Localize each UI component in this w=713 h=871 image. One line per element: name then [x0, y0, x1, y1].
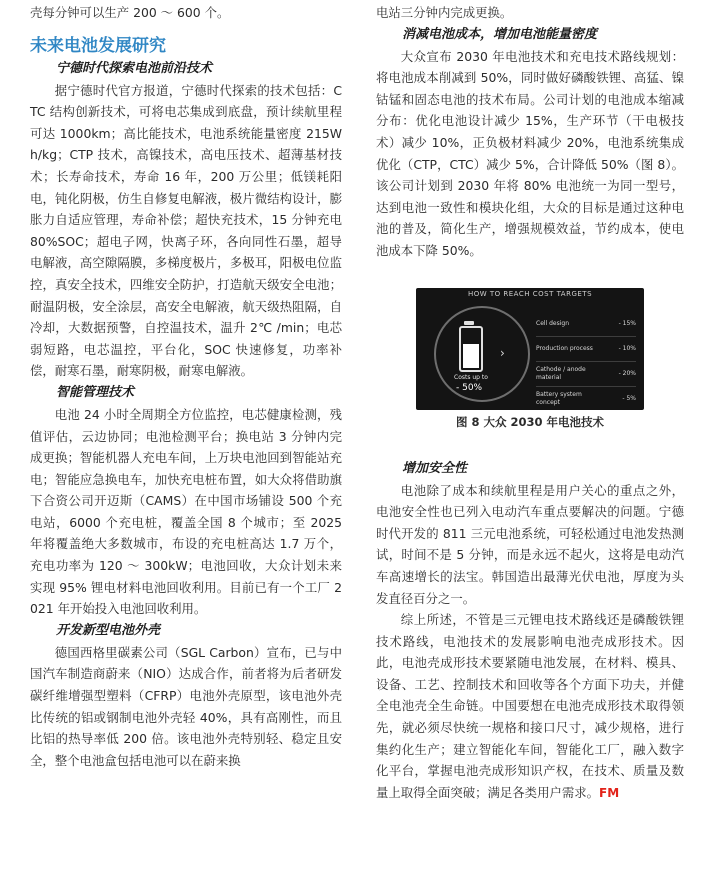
paragraph-cost-reduction: 大众宣布 2030 年电池技术和充电技术路线规划：将电池成本削减到 50%，同时做好磷酸铁锂、高猛、镍钴锰和固态电池的技术布局。公司计划的电池成本缩减分布：优化电池设计减少 15%，生产环节（干电极技术）减少 10%，正负极材料减少 20%，电池系统集成优化（CTP，CTC）减少 5%，合计降低 50%（图 8）。该公司计划到 2030 年将 80% 电池统一为同一型号，达到电池一致性和模块化组，大众的目标是通过这种电池的普及，简化生产，增强规模效益，节约成本，使电池成本下降 50%。 — [376, 48, 684, 258]
subheading-catl-tech: 宁德时代探索电池前沿技术 — [56, 60, 213, 76]
paragraph-smart-management: 电池 24 小时全周期全方位监控，电芯健康检测，残值评估，云边协同；电池检测平台；换电站 3 分钟内完成更换；智能机器人充电车间，上万块电池回到智能站充电；智能应急换电车，加快充电桩布置，如大众将借助旗下合资公司开迈斯（CAMS）在中国市场铺设 500 个充电站，6000 个充电桩，覆盖全国 8 个城市；至 2025 年将覆盖绝大多数城市，布设的充电桩高达 1.7 万个，充电功率为 120 ～ 300kW；电池回收，大众计划未来实现 95% 锂电材料电池回收利用。目前已有一个工厂 2021 年开始投入电池回收利用。 — [30, 406, 342, 617]
battery-fill — [463, 344, 479, 367]
fm-logo: FM — [599, 785, 620, 800]
continued-text: 电站三分钟内完成更换。 — [376, 5, 513, 20]
left-column — [30, 0, 342, 771]
cost-item: Cell design - 15% — [536, 312, 636, 337]
battery-cap — [464, 321, 474, 325]
cost-item: Production process - 10% — [536, 337, 636, 362]
continued-text: 壳每分钟可以生产 200 ～ 600 个。 — [30, 5, 230, 20]
costs-label: Costs up to — [454, 373, 488, 381]
battery-icon — [459, 326, 483, 372]
figure-caption: 图 8 大众 2030 年电池技术 — [455, 414, 605, 429]
subheading-safety: 增加安全性 — [402, 460, 468, 476]
cost-item: Cathode / anode material - 20% — [536, 362, 636, 387]
paragraph-catl-tech: 据宁德时代官方报道，宁德时代探索的技术包括：CTC 结构创新技术，可将电芯集成到底盘，预计续航里程可达 1000km；高比能技术，电池系统能量密度 215Wh/kg；CTP 技术，高镍技术，高电压技术、超薄基材技术；长寿命技术，寿命 16 年，200 万公里；低镁耗阳电，钝化阴极，仿生自修复电解液，极片微结构设计，膨胀力自适应管理，寿命补偿；超快充技术，15 分钟充电 80%SOC；超电子网，快离子环，各向同性石墨，超导电解液，高空隙隔膜，多梯度极片，多极耳，阳极电位监控，真安全技术，四维安全防护，打造航天级安全电池；耐温阴极，安全涂层，高安全电解液，航天级热阻隔，自冷却，大数据预警，自控温技术，温升 2℃ /min；电芯弱短路，电芯温控，平台化，SOC 快速修复，功率补偿，耐寒石墨，耐寒阴极，耐寒电解液。 — [30, 82, 342, 379]
section-title: 未来电池发展研究 — [30, 35, 166, 56]
cost-items — [536, 312, 636, 410]
paragraph-conclusion: 综上所述，不管是三元锂电技术路线还是磷酸铁锂技术路线，电池技术的发展影响电池壳成形技术。因此，电池壳成形技术要紧随电池发展，在材料、模具、设备、工艺、控制技术和回收等各个方面下功夫，并健全电池壳全生命链。中国要想在电池壳成形技术取得领先，就必须尽快统一规格和接口尺寸，减少规格，进行集约化生产；建立智能化车间，智能化工厂，融入数字化平台，掌握电池壳成形知识产权，在技术、质量及数量上取得全面突破；满足各类用户需求。FM — [376, 612, 684, 800]
subheading-smart-management: 智能管理技术 — [56, 384, 135, 400]
figure-title: HOW TO REACH COST TARGETS — [467, 289, 593, 298]
figure-cost-targets — [416, 288, 644, 410]
chevron-right-icon: › — [500, 345, 505, 360]
paragraph-battery-housing: 德国西格里碳素公司（SGL Carbon）宣布，已与中国汽车制造商蔚来（NIO）达成合作，前者将为后者研发碳纤维增强型塑料（CFRP）电池外壳原型，该电池外壳比传统的铝或钢制电池外壳轻 40%，具有高刚性，而且比铝的热导率低 200 倍。该电池外壳特别轻、稳定且安全，整个电池盒包括电池可以在蔚来换 — [30, 644, 342, 768]
costs-value: - 50% — [456, 382, 483, 393]
right-column — [376, 0, 684, 804]
cost-item: Battery system concept - 5% — [536, 387, 636, 410]
subheading-cost-reduction: 消减电池成本，增加电池能量密度 — [402, 26, 598, 42]
paragraph-safety: 电池除了成本和续航里程是用户关心的重点之外，电池安全性也已列入电动汽车重点要解决的问题。宁德时代开发的 811 三元电池系统，可轻松通过电池发热测试，时间不是 5 分钟，而是永远不起火，这将是电动汽车高速增长的法宝。韩国造出最薄光伏电池，厚度为头发直径百分之一。 — [376, 482, 684, 606]
subheading-battery-housing: 开发新型电池外壳 — [56, 622, 161, 638]
